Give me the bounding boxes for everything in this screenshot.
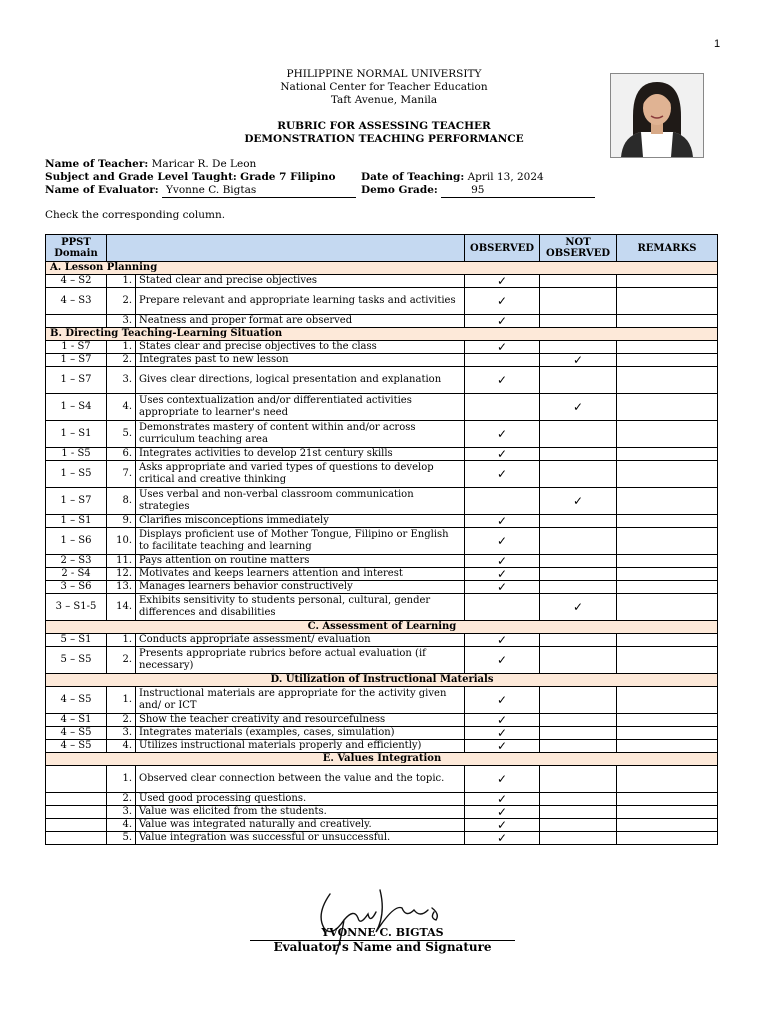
not-observed-cell xyxy=(540,354,617,367)
indicator-text: Used good processing questions. xyxy=(136,793,465,806)
section-row xyxy=(46,753,718,766)
indicator-text: Motivates and keeps learners attention and interest xyxy=(136,568,465,581)
observed-cell xyxy=(465,594,540,621)
table-row xyxy=(46,288,718,315)
observed-cell xyxy=(465,714,540,727)
observed-cell xyxy=(465,740,540,753)
table-row xyxy=(46,421,718,448)
indicator-text: Gives clear directions, logical presentation and explanation xyxy=(136,367,465,394)
evaluator-label: Name of Evaluator: xyxy=(45,184,159,196)
check-mark-icon: ✓ xyxy=(496,693,508,707)
ppst-domain-cell: 1 – S7 xyxy=(46,367,107,394)
observed-cell xyxy=(465,275,540,288)
ppst-domain-cell: 4 – S3 xyxy=(46,288,107,315)
indicator-text: Value was integrated naturally and creatively. xyxy=(136,819,465,832)
not-observed-cell xyxy=(540,594,617,621)
not-observed-cell xyxy=(540,341,617,354)
section-title: E. Values Integration xyxy=(46,753,718,766)
indicator-text: Presents appropriate rubrics before actual evaluation (if necessary) xyxy=(136,647,465,674)
check-mark-icon: ✓ xyxy=(496,805,508,819)
indicator-number: 2. xyxy=(107,647,136,674)
observed-cell xyxy=(465,461,540,488)
check-mark-icon: ✓ xyxy=(496,314,508,328)
remarks-cell xyxy=(617,594,718,621)
observed-cell xyxy=(465,367,540,394)
date-label: Date of Teaching: xyxy=(361,171,465,183)
indicator-number: 1. xyxy=(107,341,136,354)
observed-cell xyxy=(465,421,540,448)
table-row xyxy=(46,448,718,461)
not-observed-cell xyxy=(540,766,617,793)
indicator-text: Observed clear connection between the value and the topic. xyxy=(136,766,465,793)
not-observed-cell xyxy=(540,714,617,727)
observed-cell xyxy=(465,647,540,674)
not-observed-cell xyxy=(540,315,617,328)
table-row xyxy=(46,766,718,793)
not-observed-cell xyxy=(540,288,617,315)
indicator-text: Conducts appropriate assessment/ evaluation xyxy=(136,634,465,647)
not-observed-cell xyxy=(540,806,617,819)
subject-line xyxy=(45,171,335,184)
not-observed-cell xyxy=(540,555,617,568)
evaluator-line xyxy=(45,184,356,198)
ppst-domain-cell xyxy=(46,819,107,832)
table-row xyxy=(46,714,718,727)
indicator-text: Displays proficient use of Mother Tongue, Filipino or English to facilitate teaching and learning xyxy=(136,528,465,555)
signature-caption: Evaluator's Name and Signature xyxy=(273,940,492,954)
remarks-cell xyxy=(617,448,718,461)
observed-cell xyxy=(465,687,540,714)
teacher-label: Name of Teacher: xyxy=(45,158,149,170)
col-header-observed: OBSERVED xyxy=(465,235,540,262)
col-header-not-observed: NOT OBSERVED xyxy=(540,235,617,262)
indicator-number: 5. xyxy=(107,421,136,448)
ppst-domain-cell: 4 – S2 xyxy=(46,275,107,288)
ppst-domain-cell: 1 – S6 xyxy=(46,528,107,555)
university-name: PHILIPPINE NORMAL UNIVERSITY xyxy=(286,68,482,80)
indicator-text: Integrates activities to develop 21st century skills xyxy=(136,448,465,461)
table-row xyxy=(46,341,718,354)
indicator-number: 13. xyxy=(107,581,136,594)
ppst-domain-cell: 1 - S5 xyxy=(46,448,107,461)
ppst-domain-cell xyxy=(46,315,107,328)
indicator-text: Pays attention on routine matters xyxy=(136,555,465,568)
remarks-cell xyxy=(617,819,718,832)
remarks-cell xyxy=(617,394,718,421)
document-title-line2: DEMONSTRATION TEACHING PERFORMANCE xyxy=(244,133,524,145)
table-row xyxy=(46,568,718,581)
table-row xyxy=(46,832,718,845)
remarks-cell xyxy=(617,275,718,288)
observed-cell xyxy=(465,448,540,461)
indicator-text: Manages learners behavior constructively xyxy=(136,581,465,594)
indicator-number: 2. xyxy=(107,288,136,315)
check-mark-icon: ✓ xyxy=(496,831,508,845)
evaluator-signature-name: YVONNE C. BIGTAS xyxy=(250,926,515,941)
indicator-text: Stated clear and precise objectives xyxy=(136,275,465,288)
indicator-number: 7. xyxy=(107,461,136,488)
ppst-domain-cell xyxy=(46,793,107,806)
ppst-domain-cell xyxy=(46,806,107,819)
remarks-cell xyxy=(617,354,718,367)
grade-line xyxy=(361,184,595,198)
col-header-domain: PPST Domain xyxy=(46,235,107,262)
remarks-cell xyxy=(617,421,718,448)
not-observed-cell xyxy=(540,394,617,421)
ppst-domain-cell: 1 - S7 xyxy=(46,341,107,354)
remarks-cell xyxy=(617,515,718,528)
table-row xyxy=(46,647,718,674)
ppst-domain-cell: 5 – S5 xyxy=(46,647,107,674)
indicator-text: States clear and precise objectives to the class xyxy=(136,341,465,354)
table-row xyxy=(46,515,718,528)
remarks-cell xyxy=(617,315,718,328)
indicator-text: Prepare relevant and appropriate learning tasks and activities xyxy=(136,288,465,315)
remarks-cell xyxy=(617,488,718,515)
remarks-cell xyxy=(617,568,718,581)
section-row xyxy=(46,262,718,275)
check-mark-icon: ✓ xyxy=(496,580,508,594)
observed-cell xyxy=(465,634,540,647)
table-row xyxy=(46,806,718,819)
indicator-number: 1. xyxy=(107,766,136,793)
signature-area xyxy=(250,884,515,964)
check-mark-icon: ✓ xyxy=(496,653,508,667)
remarks-cell xyxy=(617,555,718,568)
indicator-number: 14. xyxy=(107,594,136,621)
not-observed-cell xyxy=(540,634,617,647)
table-row xyxy=(46,594,718,621)
indicator-number: 1. xyxy=(107,634,136,647)
section-title: B. Directing Teaching-Learning Situation xyxy=(46,328,718,341)
not-observed-cell xyxy=(540,515,617,528)
rubric-table xyxy=(45,234,718,845)
ppst-domain-cell: 2 - S4 xyxy=(46,568,107,581)
not-observed-cell xyxy=(540,421,617,448)
indicator-text: Exhibits sensitivity to students personal, cultural, gender differences and disabilities xyxy=(136,594,465,621)
check-mark-icon: ✓ xyxy=(496,340,508,354)
remarks-cell xyxy=(617,687,718,714)
center-name: National Center for Teacher Education xyxy=(280,81,488,93)
ppst-domain-cell: 4 – S5 xyxy=(46,740,107,753)
indicator-text: Integrates materials (examples, cases, simulation) xyxy=(136,727,465,740)
remarks-cell xyxy=(617,832,718,845)
indicator-text: Uses verbal and non-verbal classroom communication strategies xyxy=(136,488,465,515)
not-observed-cell xyxy=(540,528,617,555)
indicator-text: Integrates past to new lesson xyxy=(136,354,465,367)
indicator-number: 3. xyxy=(107,727,136,740)
remarks-cell xyxy=(617,793,718,806)
observed-cell xyxy=(465,394,540,421)
indicator-text: Utilizes instructional materials properly and efficiently) xyxy=(136,740,465,753)
check-mark-icon: ✓ xyxy=(496,792,508,806)
not-observed-cell xyxy=(540,581,617,594)
table-row xyxy=(46,740,718,753)
check-mark-icon: ✓ xyxy=(496,713,508,727)
observed-cell xyxy=(465,354,540,367)
ppst-domain-cell: 1 – S7 xyxy=(46,354,107,367)
table-row xyxy=(46,488,718,515)
indicator-text: Instructional materials are appropriate for the activity given and/ or ICT xyxy=(136,687,465,714)
remarks-cell xyxy=(617,766,718,793)
indicator-number: 11. xyxy=(107,555,136,568)
indicator-number: 5. xyxy=(107,832,136,845)
indicator-number: 9. xyxy=(107,515,136,528)
col-header-remarks: REMARKS xyxy=(617,235,718,262)
indicator-text: Show the teacher creativity and resourcefulness xyxy=(136,714,465,727)
check-mark-icon: ✓ xyxy=(496,467,508,481)
indicator-text: Neatness and proper format are observed xyxy=(136,315,465,328)
table-row xyxy=(46,793,718,806)
indicator-number: 12. xyxy=(107,568,136,581)
teacher-value: Maricar R. De Leon xyxy=(151,158,257,170)
check-mark-icon: ✓ xyxy=(572,494,584,508)
ppst-domain-cell: 1 – S1 xyxy=(46,515,107,528)
indicator-text: Clarifies misconceptions immediately xyxy=(136,515,465,528)
ppst-domain-cell xyxy=(46,766,107,793)
check-mark-icon: ✓ xyxy=(496,633,508,647)
check-mark-icon: ✓ xyxy=(496,427,508,441)
ppst-domain-cell: 4 – S1 xyxy=(46,714,107,727)
indicator-number: 3. xyxy=(107,315,136,328)
check-mark-icon: ✓ xyxy=(572,400,584,414)
indicator-number: 8. xyxy=(107,488,136,515)
observed-cell xyxy=(465,515,540,528)
not-observed-cell xyxy=(540,832,617,845)
table-row xyxy=(46,394,718,421)
indicator-text: Value integration was successful or unsuccessful. xyxy=(136,832,465,845)
check-mark-icon: ✓ xyxy=(496,514,508,528)
table-row xyxy=(46,687,718,714)
observed-cell xyxy=(465,581,540,594)
remarks-cell xyxy=(617,581,718,594)
not-observed-cell xyxy=(540,448,617,461)
remarks-cell xyxy=(617,367,718,394)
ppst-domain-cell: 1 – S7 xyxy=(46,488,107,515)
subject-value: Grade 7 Filipino xyxy=(240,171,336,183)
remarks-cell xyxy=(617,288,718,315)
indicator-text: Uses contextualization and/or differentiated activities appropriate to learner's need xyxy=(136,394,465,421)
check-mark-icon: ✓ xyxy=(572,600,584,614)
check-mark-icon: ✓ xyxy=(496,554,508,568)
check-mark-icon: ✓ xyxy=(496,373,508,387)
check-mark-icon: ✓ xyxy=(496,294,508,308)
observed-cell xyxy=(465,806,540,819)
ppst-domain-cell: 1 – S4 xyxy=(46,394,107,421)
indicator-number: 4. xyxy=(107,740,136,753)
remarks-cell xyxy=(617,341,718,354)
page-number: 1 xyxy=(714,38,721,50)
indicator-number: 6. xyxy=(107,448,136,461)
section-title: C. Assessment of Learning xyxy=(46,621,718,634)
not-observed-cell xyxy=(540,727,617,740)
observed-cell xyxy=(465,819,540,832)
remarks-cell xyxy=(617,647,718,674)
indicator-number: 3. xyxy=(107,367,136,394)
not-observed-cell xyxy=(540,568,617,581)
check-mark-icon: ✓ xyxy=(496,274,508,288)
remarks-cell xyxy=(617,727,718,740)
check-mark-icon: ✓ xyxy=(496,739,508,753)
table-row xyxy=(46,819,718,832)
section-title: A. Lesson Planning xyxy=(46,262,718,275)
check-mark-icon: ✓ xyxy=(496,772,508,786)
indicator-text: Asks appropriate and varied types of questions to develop critical and creative thinking xyxy=(136,461,465,488)
remarks-cell xyxy=(617,714,718,727)
section-row xyxy=(46,674,718,687)
observed-cell xyxy=(465,528,540,555)
teacher-photo xyxy=(610,73,704,158)
observed-cell xyxy=(465,488,540,515)
section-row xyxy=(46,621,718,634)
indicator-number: 1. xyxy=(107,275,136,288)
check-mark-icon: ✓ xyxy=(496,818,508,832)
observed-cell xyxy=(465,555,540,568)
document-title-line1: RUBRIC FOR ASSESSING TEACHER xyxy=(277,120,491,132)
indicator-number: 2. xyxy=(107,793,136,806)
ppst-domain-cell: 4 – S5 xyxy=(46,687,107,714)
indicator-number: 3. xyxy=(107,806,136,819)
check-mark-icon: ✓ xyxy=(496,567,508,581)
teacher-photo-icon xyxy=(611,74,703,157)
table-row xyxy=(46,581,718,594)
observed-cell xyxy=(465,315,540,328)
date-value: April 13, 2024 xyxy=(467,171,544,183)
table-row xyxy=(46,461,718,488)
not-observed-cell xyxy=(540,461,617,488)
indicator-number: 2. xyxy=(107,714,136,727)
not-observed-cell xyxy=(540,740,617,753)
indicator-number: 4. xyxy=(107,819,136,832)
grade-label: Demo Grade: xyxy=(361,184,438,196)
evaluator-value: Yvonne C. Bigtas xyxy=(162,184,356,198)
observed-cell xyxy=(465,793,540,806)
rubric-body xyxy=(46,262,718,845)
observed-cell xyxy=(465,568,540,581)
col-header-indicator xyxy=(107,235,465,262)
observed-cell xyxy=(465,727,540,740)
indicator-text: Value was elicited from the students. xyxy=(136,806,465,819)
table-row xyxy=(46,634,718,647)
ppst-domain-cell: 5 – S1 xyxy=(46,634,107,647)
observed-cell xyxy=(465,341,540,354)
ppst-domain-cell xyxy=(46,832,107,845)
remarks-cell xyxy=(617,740,718,753)
indicator-number: 4. xyxy=(107,394,136,421)
table-row xyxy=(46,367,718,394)
not-observed-cell xyxy=(540,647,617,674)
ppst-domain-cell: 4 – S5 xyxy=(46,727,107,740)
not-observed-cell xyxy=(540,793,617,806)
remarks-cell xyxy=(617,634,718,647)
check-mark-icon: ✓ xyxy=(572,353,584,367)
instruction-text: Check the corresponding column. xyxy=(45,209,226,221)
table-row xyxy=(46,727,718,740)
observed-cell xyxy=(465,766,540,793)
university-address: Taft Avenue, Manila xyxy=(330,94,438,106)
not-observed-cell xyxy=(540,687,617,714)
indicator-number: 1. xyxy=(107,687,136,714)
not-observed-cell xyxy=(540,275,617,288)
indicator-number: 10. xyxy=(107,528,136,555)
ppst-domain-cell: 1 – S5 xyxy=(46,461,107,488)
section-row xyxy=(46,328,718,341)
ppst-domain-cell: 1 – S1 xyxy=(46,421,107,448)
not-observed-cell xyxy=(540,367,617,394)
not-observed-cell xyxy=(540,488,617,515)
check-mark-icon: ✓ xyxy=(496,534,508,548)
remarks-cell xyxy=(617,806,718,819)
teacher-name-line xyxy=(45,158,256,171)
table-row xyxy=(46,315,718,328)
subject-label: Subject and Grade Level Taught: xyxy=(45,171,237,183)
table-header-row xyxy=(46,235,718,262)
indicator-text: Demonstrates mastery of content within and/or across curriculum teaching area xyxy=(136,421,465,448)
remarks-cell xyxy=(617,528,718,555)
date-line xyxy=(361,171,544,184)
observed-cell xyxy=(465,288,540,315)
section-title: D. Utilization of Instructional Materials xyxy=(46,674,718,687)
remarks-cell xyxy=(617,461,718,488)
ppst-domain-cell: 3 – S1-5 xyxy=(46,594,107,621)
table-row xyxy=(46,275,718,288)
ppst-domain-cell: 3 – S6 xyxy=(46,581,107,594)
grade-value: 95 xyxy=(441,184,595,198)
not-observed-cell xyxy=(540,819,617,832)
table-row xyxy=(46,528,718,555)
document-header xyxy=(200,68,568,146)
check-mark-icon: ✓ xyxy=(496,726,508,740)
ppst-domain-cell: 2 – S3 xyxy=(46,555,107,568)
table-row xyxy=(46,555,718,568)
observed-cell xyxy=(465,832,540,845)
check-mark-icon: ✓ xyxy=(496,447,508,461)
table-row xyxy=(46,354,718,367)
indicator-number: 2. xyxy=(107,354,136,367)
